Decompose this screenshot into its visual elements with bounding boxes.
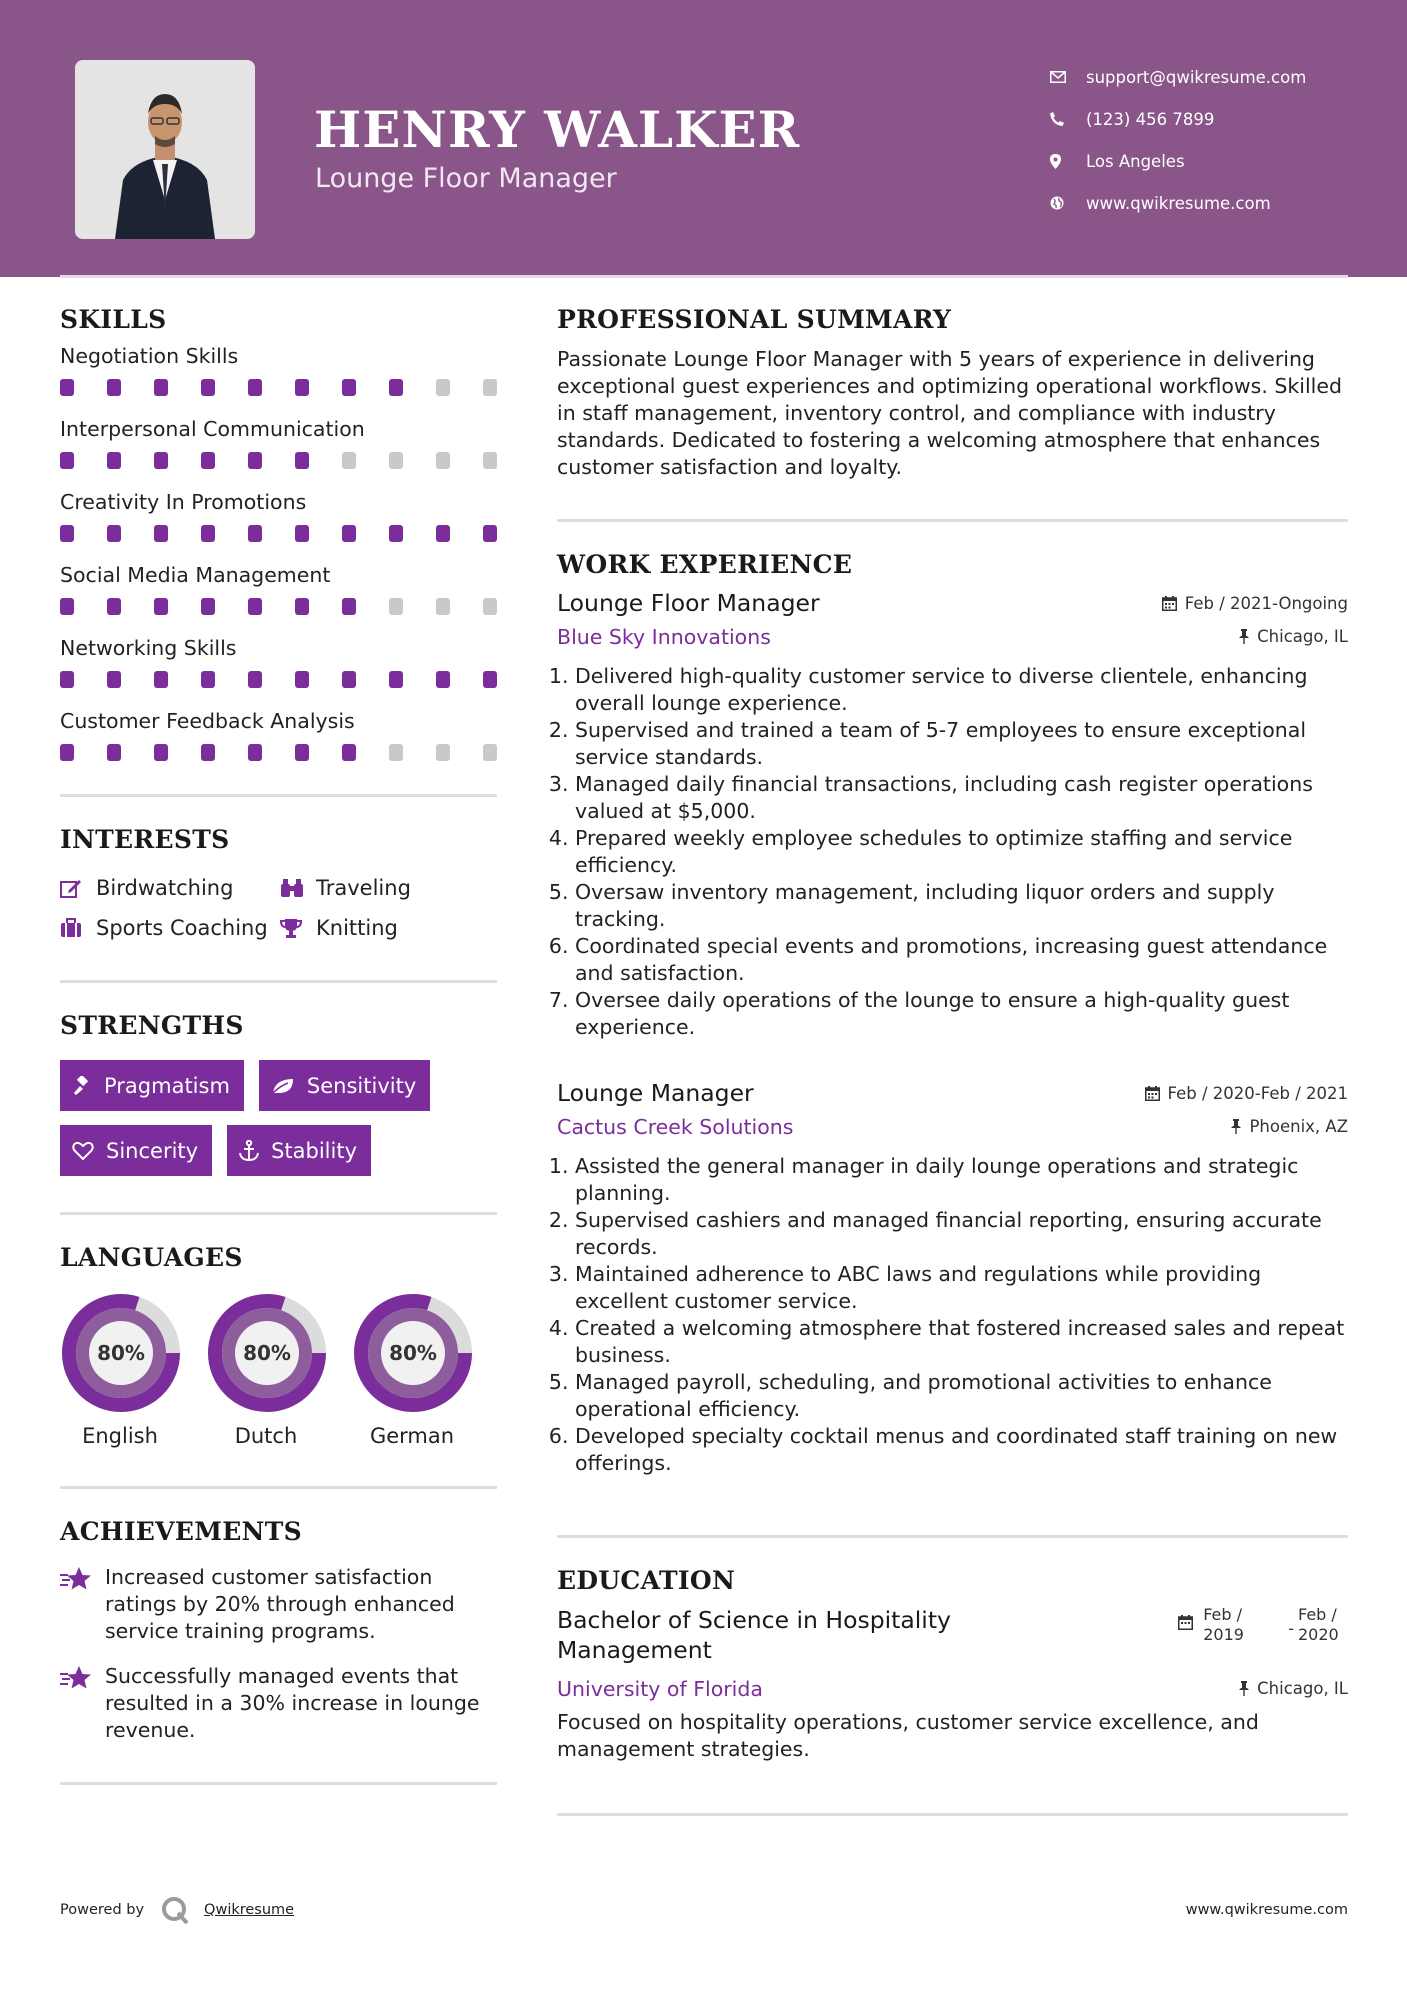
skill-rating (60, 665, 497, 705)
rating-dot-empty (342, 452, 356, 469)
strengths-list (60, 1060, 497, 1176)
job-duties (557, 663, 1348, 1041)
duty-item: 1. Delivered high-quality customer service to diverse clientele, enhancing overall lounge experience. (575, 663, 1348, 717)
job-date (1145, 1084, 1348, 1103)
strengths-title: STRENGTHS (60, 1011, 244, 1040)
skill-rating (60, 446, 497, 486)
section-divider (557, 1813, 1348, 1816)
edit-icon (60, 878, 96, 898)
header-divider (60, 275, 1348, 278)
candidate-name: HENRY WALKER (314, 100, 801, 159)
rating-dot-filled (107, 598, 121, 615)
pushpin-icon (1231, 1119, 1241, 1134)
achievement-text: Successfully managed events that resulted in a 30% increase in lounge revenue. (105, 1664, 480, 1742)
rating-dot-filled (295, 598, 309, 615)
interest-label: Knitting (316, 916, 398, 940)
rating-dot-filled (248, 598, 262, 615)
company-name: Blue Sky Innovations (557, 625, 771, 649)
interests-list (60, 876, 497, 940)
map-pin-icon (1050, 154, 1086, 169)
rating-dot-empty (436, 452, 450, 469)
skills-title: SKILLS (60, 305, 167, 334)
rating-dot-empty (436, 379, 450, 396)
phone-icon (1050, 112, 1086, 126)
trophy-icon (280, 918, 316, 938)
interest-label: Birdwatching (96, 876, 234, 900)
strength-badge (60, 1060, 244, 1111)
language-percent: 80% (97, 1341, 145, 1365)
strength-label: Sincerity (106, 1138, 199, 1163)
job-date-text: Feb / 2020-Feb / 2021 (1167, 1084, 1348, 1103)
section-divider (60, 1486, 497, 1489)
language-gauge (206, 1292, 328, 1414)
briefcase-icon (60, 918, 96, 938)
strength-badge (60, 1125, 212, 1176)
duty-item: 4. Created a welcoming atmosphere that fostered increased sales and repeat business. (575, 1315, 1348, 1369)
duty-item: 5. Managed payroll, scheduling, and promotional activities to enhance operational efficiency. (575, 1369, 1348, 1423)
rating-dot-filled (107, 744, 121, 761)
calendar-icon (1178, 1605, 1193, 1630)
skill-rating (60, 373, 497, 413)
skill-label: Interpersonal Communication (60, 417, 365, 441)
education-section (557, 1566, 1348, 1763)
skills-list (60, 340, 497, 778)
languages-title: LANGUAGES (60, 1243, 243, 1272)
language-name: Dutch (234, 1424, 298, 1448)
language-gauge (352, 1292, 474, 1414)
rating-dot-filled (154, 525, 168, 542)
section-divider (557, 1535, 1348, 1538)
rating-dot-filled (107, 671, 121, 688)
language-percent: 80% (243, 1341, 291, 1365)
duty-item: 3. Maintained adherence to ABC laws and regulations while providing excellent customer service. (575, 1261, 1348, 1315)
achievement-item (60, 1663, 497, 1744)
education-dates (1178, 1605, 1348, 1645)
rating-dot-filled (154, 379, 168, 396)
section-divider (557, 519, 1348, 522)
achievements-section (60, 1517, 497, 1744)
rating-dot-filled (248, 452, 262, 469)
rating-dot-filled (436, 525, 450, 542)
job-entry (557, 1079, 1348, 1477)
strength-label: Pragmatism (104, 1073, 230, 1098)
skill-item (60, 340, 497, 413)
rating-dot-filled (342, 671, 356, 688)
section-divider (60, 980, 497, 983)
summary-section (557, 300, 1348, 481)
rating-dot-filled (248, 525, 262, 542)
pushpin-icon (1239, 1681, 1249, 1696)
rating-dot-filled (201, 671, 215, 688)
job-title: Lounge Floor Manager (557, 589, 820, 617)
rating-dot-empty (389, 744, 403, 761)
duty-item: 4. Prepared weekly employee schedules to optimize staffing and service efficiency. (575, 825, 1348, 879)
strength-badge (227, 1125, 371, 1176)
rating-dot-filled (342, 744, 356, 761)
rating-dot-empty (483, 598, 497, 615)
rating-dot-filled (154, 598, 168, 615)
rating-dot-filled (483, 671, 497, 688)
calendar-icon (1162, 596, 1177, 611)
job-entry (557, 589, 1348, 1041)
achievement-item (60, 1564, 497, 1645)
contact-email[interactable] (1050, 56, 1306, 98)
job-duties (557, 1153, 1348, 1477)
duty-item: 2. Supervised and trained a team of 5-7 employees to ensure exceptional service standards. (575, 717, 1348, 771)
language-gauge (60, 1292, 182, 1414)
duty-item: 1. Assisted the general manager in daily lounge operations and strategic planning. (575, 1153, 1348, 1207)
leaf-icon (271, 1077, 295, 1095)
powered-by-text: Powered by (60, 1902, 145, 1918)
skill-item (60, 413, 497, 486)
rating-dot-empty (483, 452, 497, 469)
rating-dot-filled (295, 379, 309, 396)
rating-dot-filled (60, 671, 74, 688)
skill-item (60, 632, 497, 705)
section-divider (60, 794, 497, 797)
job-location-text: Chicago, IL (1257, 627, 1348, 646)
heart-icon (72, 1141, 94, 1161)
rating-dot-filled (201, 744, 215, 761)
rating-dot-filled (107, 525, 121, 542)
gavel-icon (72, 1076, 92, 1096)
rating-dot-filled (248, 671, 262, 688)
candidate-role: Lounge Floor Manager (315, 163, 617, 194)
skill-rating (60, 592, 497, 632)
rating-dot-filled (342, 598, 356, 615)
rating-dot-filled (295, 744, 309, 761)
rating-dot-empty (483, 744, 497, 761)
rating-dot-filled (107, 379, 121, 396)
rating-dot-filled (154, 744, 168, 761)
section-divider (60, 1212, 497, 1215)
rating-dot-empty (389, 452, 403, 469)
experience-title: WORK EXPERIENCE (557, 550, 853, 579)
rating-dot-filled (201, 379, 215, 396)
powered-by (60, 1895, 294, 1925)
job-title: Lounge Manager (557, 1079, 754, 1107)
rating-dot-empty (436, 598, 450, 615)
duty-item: 5. Oversaw inventory management, including liquor orders and supply tracking. (575, 879, 1348, 933)
languages-section (60, 1243, 497, 1448)
binoculars-icon (280, 878, 316, 898)
language-item (352, 1292, 472, 1448)
rating-dot-empty (389, 598, 403, 615)
strength-badge (259, 1060, 430, 1111)
interest-label: Traveling (316, 876, 411, 900)
rating-dot-filled (295, 671, 309, 688)
job-location (1231, 1117, 1348, 1136)
rating-dot-empty (483, 379, 497, 396)
rating-dot-filled (436, 671, 450, 688)
rating-dot-filled (60, 744, 74, 761)
globe-icon (1050, 196, 1086, 210)
language-item (60, 1292, 180, 1448)
star-icon (60, 1564, 105, 1645)
strength-label: Sensitivity (306, 1073, 417, 1098)
rating-dot-filled (248, 744, 262, 761)
interest-item (280, 876, 480, 900)
achievements-title: ACHIEVEMENTS (60, 1517, 302, 1546)
contact-website[interactable] (1050, 182, 1306, 224)
interests-title: INTERESTS (60, 825, 230, 854)
strengths-section (60, 1011, 497, 1176)
duty-item: 6. Developed specialty cocktail menus and coordinated staff training on new offerings. (575, 1423, 1348, 1477)
star-icon (60, 1663, 105, 1744)
rating-dot-filled (107, 452, 121, 469)
contact-website-text: www.qwikresume.com (1086, 193, 1271, 213)
duty-item: 7. Oversee daily operations of the lounge to ensure a high-quality guest experience. (575, 987, 1348, 1041)
rating-dot-filled (389, 671, 403, 688)
resume-header (0, 0, 1407, 277)
rating-dot-filled (154, 452, 168, 469)
rating-dot-filled (295, 452, 309, 469)
skill-item (60, 559, 497, 632)
education-location (1239, 1679, 1348, 1698)
skill-rating (60, 519, 497, 559)
language-percent: 80% (389, 1341, 437, 1365)
pushpin-icon (1239, 629, 1249, 644)
rating-dot-filled (248, 379, 262, 396)
summary-text: Passionate Lounge Floor Manager with 5 years of experience in delivering exceptional guest experiences and optimizing operational workflows. Skilled in staff management, inventory control, and compliance with industry standards. Dedicated to fostering a welcoming atmosphere that enhances customer satisfaction and loyalty. (557, 347, 1342, 479)
skills-section (60, 300, 497, 778)
rating-dot-filled (60, 452, 74, 469)
rating-dot-filled (389, 525, 403, 542)
footer-website[interactable]: www.qwikresume.com (1185, 1902, 1348, 1918)
rating-dot-empty (436, 744, 450, 761)
interest-item (60, 876, 280, 900)
rating-dot-filled (295, 525, 309, 542)
duty-item: 2. Supervised cashiers and managed financial reporting, ensuring accurate records. (575, 1207, 1348, 1261)
skill-item (60, 705, 497, 778)
contact-email-text: support@qwikresume.com (1086, 67, 1307, 87)
date-separator: - (1288, 1619, 1294, 1638)
contact-list (1050, 56, 1306, 224)
school-name: University of Florida (557, 1677, 763, 1701)
job-date-text: Feb / 2021-Ongoing (1184, 594, 1348, 613)
education-date-start: Feb / 2019 (1203, 1605, 1244, 1644)
left-column (60, 300, 497, 1785)
contact-location (1050, 140, 1306, 182)
strength-label: Stability (271, 1138, 358, 1163)
education-title: EDUCATION (557, 1566, 736, 1595)
anchor-icon (239, 1140, 259, 1162)
rating-dot-filled (201, 525, 215, 542)
skill-label: Negotiation Skills (60, 344, 239, 368)
degree-title: Bachelor of Science in Hospitality Management (557, 1606, 951, 1664)
job-location-text: Phoenix, AZ (1249, 1117, 1348, 1136)
achievement-text: Increased customer satisfaction ratings by 20% through enhanced service training programs. (105, 1565, 455, 1643)
rating-dot-filled (60, 598, 74, 615)
rating-dot-filled (60, 379, 74, 396)
education-date-end: Feb / 2020 (1298, 1605, 1339, 1644)
language-item (206, 1292, 326, 1448)
interest-label: Sports Coaching (96, 916, 268, 940)
experience-section (557, 550, 1348, 1477)
language-name: English (82, 1424, 158, 1448)
interests-section (60, 825, 497, 940)
skill-label: Customer Feedback Analysis (60, 709, 355, 733)
duty-item: 6. Coordinated special events and promotions, increasing guest attendance and satisfaction. (575, 933, 1348, 987)
qwikresume-link[interactable]: Qwikresume (204, 1902, 295, 1918)
envelope-icon (1050, 71, 1086, 83)
languages-list (60, 1292, 497, 1448)
contact-location-text: Los Angeles (1086, 151, 1185, 171)
summary-title: PROFESSIONAL SUMMARY (557, 305, 952, 334)
rating-dot-filled (60, 525, 74, 542)
interest-item (280, 916, 480, 940)
education-location-text: Chicago, IL (1257, 1679, 1348, 1698)
job-date (1162, 594, 1348, 613)
right-column (557, 300, 1348, 1816)
rating-dot-filled (342, 379, 356, 396)
job-location (1239, 627, 1348, 646)
section-divider (60, 1782, 497, 1785)
language-name: German (369, 1424, 455, 1448)
skill-item (60, 486, 497, 559)
rating-dot-filled (483, 525, 497, 542)
skill-rating (60, 738, 497, 778)
rating-dot-filled (201, 598, 215, 615)
skill-label: Social Media Management (60, 563, 331, 587)
company-name: Cactus Creek Solutions (557, 1115, 794, 1139)
contact-phone[interactable] (1050, 98, 1306, 140)
qwikresume-logo-icon (160, 1895, 190, 1925)
skill-label: Creativity In Promotions (60, 490, 307, 514)
footer (60, 1895, 1348, 1925)
calendar-icon (1145, 1086, 1160, 1101)
duty-item: 3. Managed daily financial transactions, including cash register operations valued at $5,000. (575, 771, 1348, 825)
interest-item (60, 916, 280, 940)
rating-dot-filled (342, 525, 356, 542)
skill-label: Networking Skills (60, 636, 237, 660)
contact-phone-text: (123) 456 7899 (1086, 109, 1215, 129)
education-description: Focused on hospitality operations, customer service excellence, and management strategies. (557, 1710, 1259, 1761)
rating-dot-filled (154, 671, 168, 688)
rating-dot-filled (389, 379, 403, 396)
profile-photo (75, 60, 255, 239)
rating-dot-filled (201, 452, 215, 469)
